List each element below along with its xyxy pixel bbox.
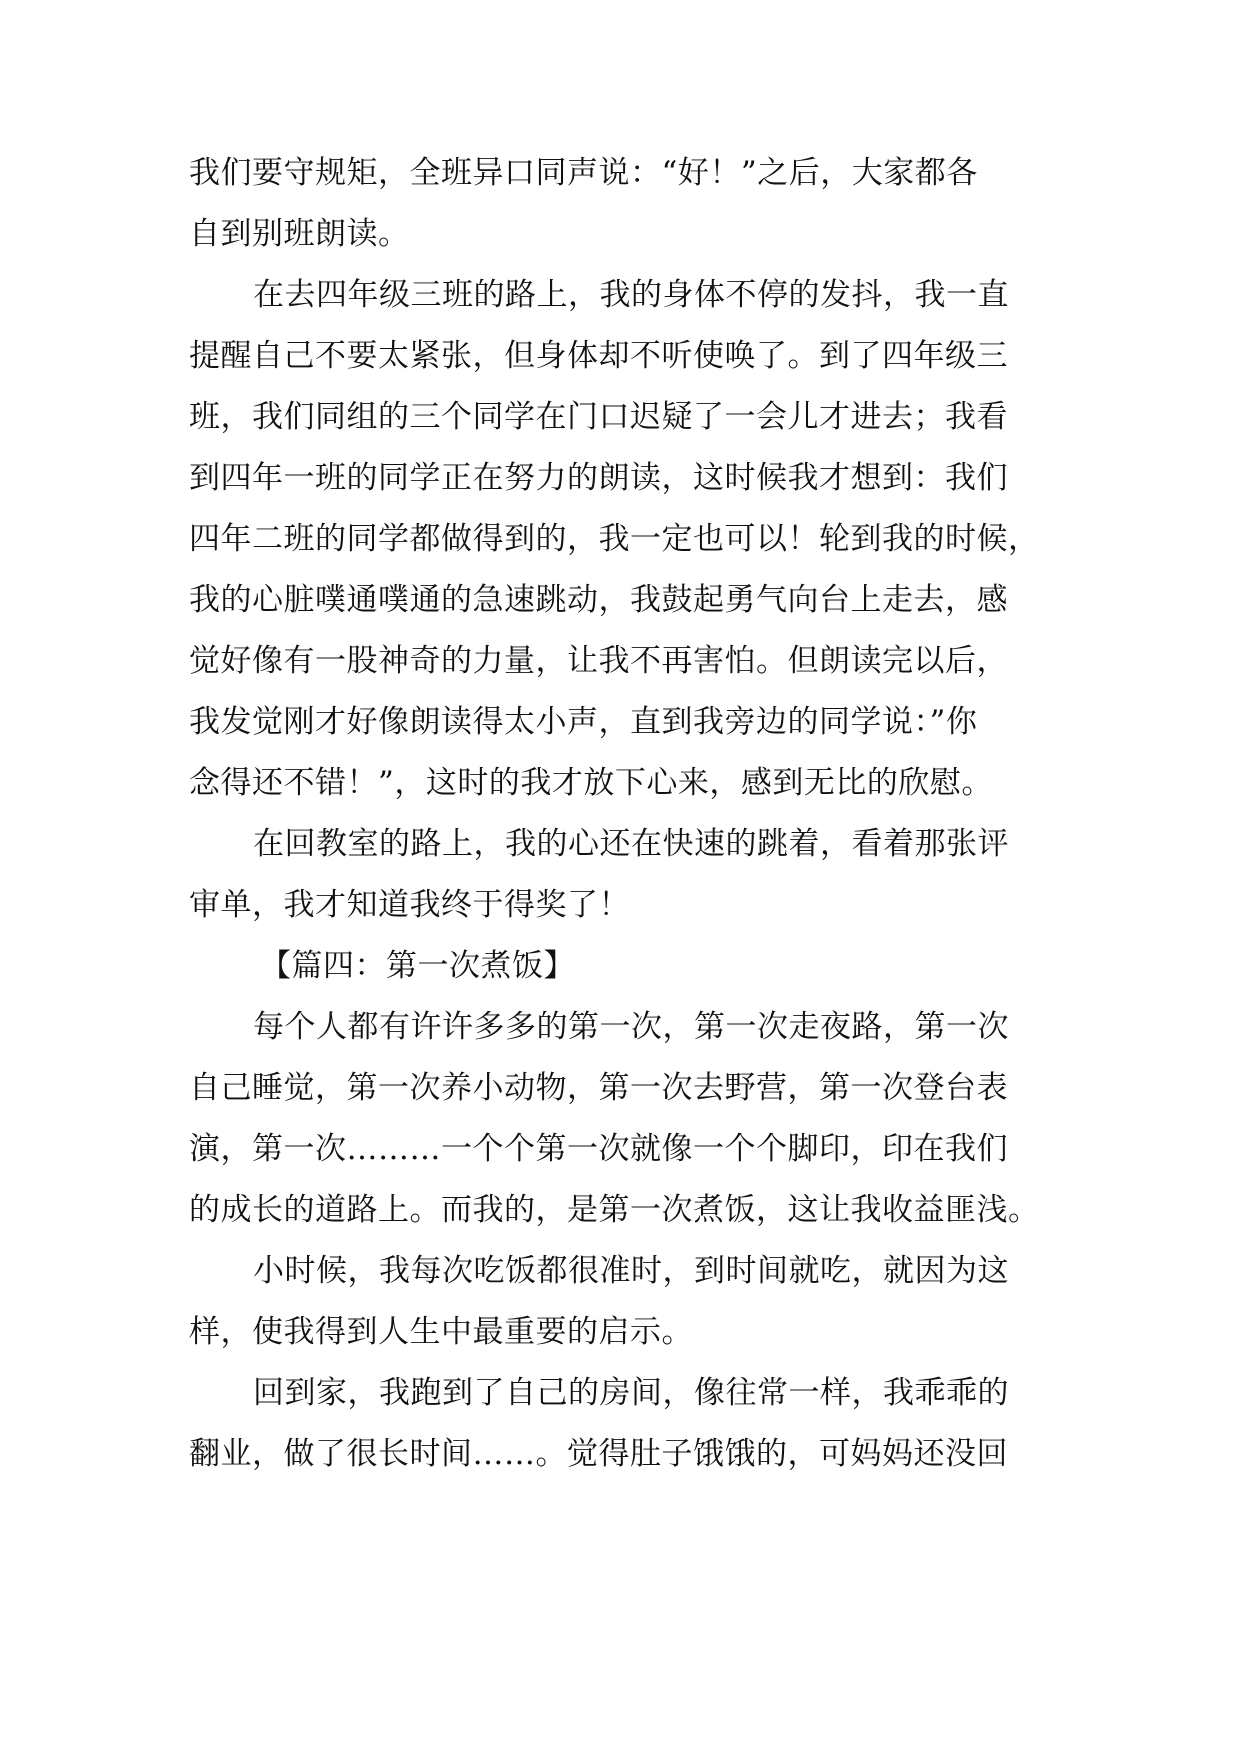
text-line: 审单，我才知道我终于得奖了！ <box>189 887 630 923</box>
text-line: 每个人都有许许多多的第一次，第一次走夜路，第一次 <box>253 1009 1009 1045</box>
text-line: 我发觉刚才好像朗读得太小声，直到我旁边的同学说：”你 <box>189 704 978 740</box>
document-body <box>189 143 1051 1485</box>
text-line: 的成长的道路上。而我的，是第一次煮饭，这让我收益匪浅。 <box>189 1192 1040 1228</box>
text-line: 我的心脏噗通噗通的急速跳动，我鼓起勇气向台上走去，感 <box>189 582 1008 618</box>
text-line: 觉好像有一股神奇的力量，让我不再害怕。但朗读完以后， <box>189 643 1008 679</box>
text-line: 样，使我得到人生中最重要的启示。 <box>189 1314 693 1350</box>
text-line: 班，我们同组的三个同学在门口迟疑了一会儿才进去；我看 <box>189 399 1008 435</box>
text-line: 回到家，我跑到了自己的房间，像往常一样，我乖乖的 <box>253 1375 1009 1411</box>
section-heading-text: 【篇四：第一次煮饭】 <box>260 948 575 984</box>
text-line: 到四年一班的同学正在努力的朗读，这时候我才想到：我们 <box>189 460 1008 496</box>
text-line: 小时候，我每次吃饭都很准时，到时间就吃，就因为这 <box>253 1253 1009 1289</box>
paragraph-5 <box>189 1241 1051 1363</box>
text-line: 演，第一次………一个个第一次就像一个个脚印，印在我们 <box>189 1131 1008 1167</box>
text-line: 自己睡觉，第一次养小动物，第一次去野营，第一次登台表 <box>189 1070 1008 1106</box>
text-line: 提醒自己不要太紧张，但身体却不听使唤了。到了四年级三 <box>189 338 1008 374</box>
text-line: 念得还不错！”，这时的我才放下心来，感到无比的欣慰。 <box>189 765 993 801</box>
section-heading <box>189 936 1051 997</box>
paragraph-1 <box>189 143 1051 265</box>
paragraph-4 <box>189 997 1051 1241</box>
text-line: 自到别班朗读。 <box>189 216 410 252</box>
text-line: 翻业，做了很长时间……。觉得肚子饿饿的，可妈妈还没回 <box>189 1436 1008 1472</box>
paragraph-6 <box>189 1363 1051 1485</box>
text-line: 四年二班的同学都做得到的，我一定也可以！轮到我的时候， <box>189 521 1040 557</box>
text-line: 在回教室的路上，我的心还在快速的跳着，看着那张评 <box>253 826 1009 862</box>
paragraph-2 <box>189 265 1051 814</box>
text-line: 我们要守规矩，全班异口同声说：“好！”之后，大家都各 <box>189 155 978 191</box>
paragraph-3 <box>189 814 1051 936</box>
text-line: 在去四年级三班的路上，我的身体不停的发抖，我一直 <box>253 277 1009 313</box>
